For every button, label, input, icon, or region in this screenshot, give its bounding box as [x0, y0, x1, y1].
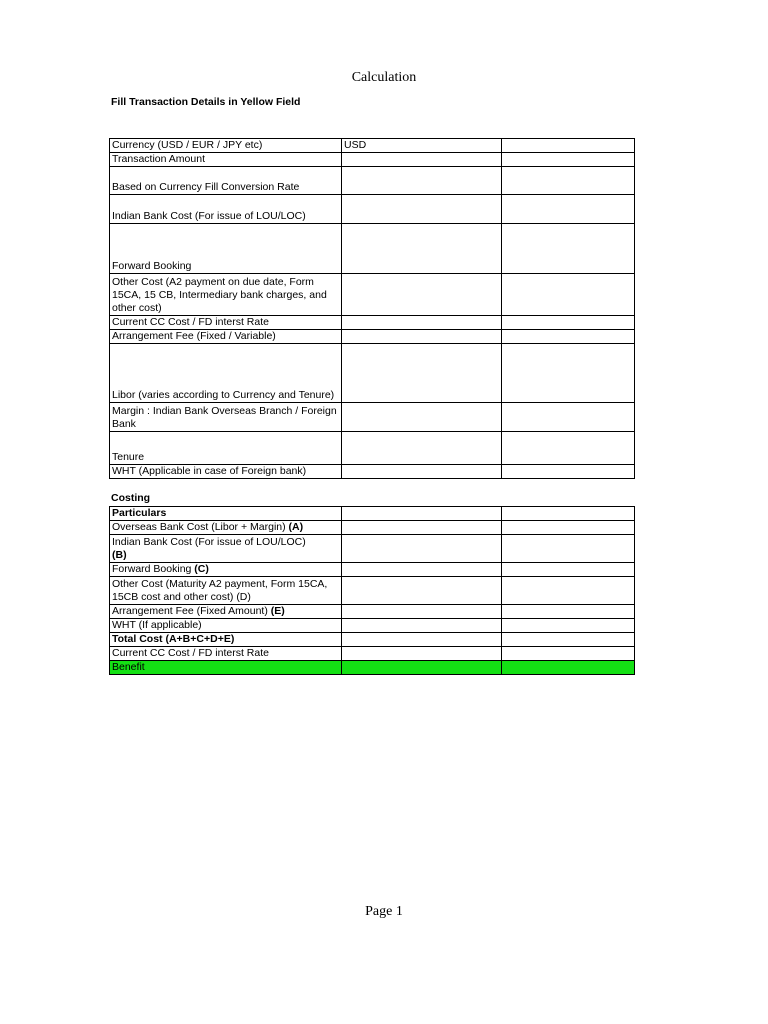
- libor-input[interactable]: [342, 344, 502, 403]
- particulars-header: Particulars: [110, 507, 342, 521]
- row-label-text: Arrangement Fee (Fixed Amount): [112, 605, 268, 617]
- row-label: Other Cost (Maturity A2 payment, Form 15CA, 15CB cost and other cost) (D): [110, 577, 342, 605]
- page-number: Page 1: [365, 904, 403, 919]
- table-row: [110, 153, 635, 167]
- extra-cell: [502, 316, 635, 330]
- table-row: [110, 139, 635, 153]
- costing-table: [109, 506, 635, 675]
- benefit-value-cell: [342, 661, 502, 675]
- total-row: [110, 633, 635, 647]
- value-cell[interactable]: [342, 619, 502, 633]
- row-label: Currency (USD / EUR / JPY etc): [110, 139, 342, 153]
- extra-cell: [502, 274, 635, 316]
- row-label: Based on Currency Fill Conversion Rate: [110, 167, 342, 195]
- indian-bank-cost-input[interactable]: [342, 195, 502, 224]
- value-cell[interactable]: [502, 647, 635, 661]
- table-row: [110, 465, 635, 479]
- table-row: [110, 535, 635, 563]
- row-label: WHT (If applicable): [110, 619, 342, 633]
- other-cost-input[interactable]: [342, 274, 502, 316]
- value-cell[interactable]: [342, 563, 502, 577]
- forward-booking-input[interactable]: [342, 224, 502, 274]
- row-label: Forward Booking: [110, 224, 342, 274]
- currency-input[interactable]: USD: [342, 139, 502, 153]
- row-label: [110, 605, 342, 619]
- table-row: [110, 563, 635, 577]
- row-label-text: Forward Booking: [112, 563, 192, 575]
- value-cell[interactable]: [342, 535, 502, 563]
- row-label: Transaction Amount: [110, 153, 342, 167]
- arrangement-fee-input[interactable]: [342, 330, 502, 344]
- row-label-text: Overseas Bank Cost (Libor + Margin): [112, 521, 286, 533]
- extra-cell: [502, 344, 635, 403]
- margin-input[interactable]: [342, 403, 502, 432]
- value-cell[interactable]: [342, 647, 502, 661]
- table-header-row: [110, 507, 635, 521]
- extra-cell: [502, 403, 635, 432]
- table-row: [110, 316, 635, 330]
- table-row: [110, 330, 635, 344]
- row-label: [110, 563, 342, 577]
- table-row: [110, 605, 635, 619]
- value-cell[interactable]: [502, 563, 635, 577]
- row-label: Libor (varies according to Currency and Tenure): [110, 344, 342, 403]
- row-label: Indian Bank Cost (For issue of LOU/LOC): [110, 195, 342, 224]
- table-row: [110, 577, 635, 605]
- row-label: Margin : Indian Bank Overseas Branch / Foreign Bank: [110, 403, 342, 432]
- conversion-rate-input[interactable]: [342, 167, 502, 195]
- row-label: [110, 521, 342, 535]
- table-row: [110, 344, 635, 403]
- extra-cell: [502, 167, 635, 195]
- header-cell: [502, 507, 635, 521]
- value-cell[interactable]: [502, 619, 635, 633]
- extra-cell: [502, 139, 635, 153]
- extra-cell: [502, 195, 635, 224]
- row-label: Arrangement Fee (Fixed / Variable): [110, 330, 342, 344]
- table-row: [110, 432, 635, 465]
- row-label: Current CC Cost / FD interst Rate: [110, 647, 342, 661]
- value-cell[interactable]: [502, 535, 635, 563]
- tenure-input[interactable]: [342, 432, 502, 465]
- benefit-value-cell: [502, 661, 635, 675]
- row-tag: (C): [194, 563, 209, 575]
- current-cc-cost-input[interactable]: [342, 316, 502, 330]
- value-cell[interactable]: [342, 633, 502, 647]
- extra-cell: [502, 330, 635, 344]
- value-cell[interactable]: [342, 577, 502, 605]
- extra-cell: [502, 465, 635, 479]
- table-row: [110, 224, 635, 274]
- value-cell[interactable]: [502, 633, 635, 647]
- row-label: Other Cost (A2 payment on due date, Form 15CA, 15 CB, Intermediary bank charges, and other cost): [110, 274, 342, 316]
- table-row: [110, 195, 635, 224]
- value-cell[interactable]: [342, 521, 502, 535]
- row-label: Tenure: [110, 432, 342, 465]
- extra-cell: [502, 224, 635, 274]
- value-cell[interactable]: [502, 605, 635, 619]
- total-cost-label: Total Cost (A+B+C+D+E): [110, 633, 342, 647]
- table-row: [110, 647, 635, 661]
- table-row: [110, 619, 635, 633]
- row-tag: (E): [270, 605, 285, 617]
- instruction-heading: Fill Transaction Details in Yellow Field: [111, 96, 301, 108]
- value-cell[interactable]: [342, 605, 502, 619]
- row-label: WHT (Applicable in case of Foreign bank): [110, 465, 342, 479]
- row-label: [110, 535, 342, 563]
- extra-cell: [502, 153, 635, 167]
- costing-heading: Costing: [111, 492, 151, 504]
- value-cell[interactable]: [502, 521, 635, 535]
- header-cell: [342, 507, 502, 521]
- benefit-label: Benefit: [110, 661, 342, 675]
- wht-input[interactable]: [342, 465, 502, 479]
- table-row: [110, 403, 635, 432]
- benefit-row: [110, 661, 635, 675]
- document-title: Calculation: [351, 70, 417, 85]
- row-tag: (B): [112, 549, 127, 561]
- row-label: Current CC Cost / FD interst Rate: [110, 316, 342, 330]
- transaction-amount-input[interactable]: [342, 153, 502, 167]
- table-row: [110, 521, 635, 535]
- transaction-details-table: [109, 138, 635, 479]
- table-row: [110, 274, 635, 316]
- table-row: [110, 167, 635, 195]
- value-cell[interactable]: [502, 577, 635, 605]
- row-label-text: Indian Bank Cost (For issue of LOU/LOC): [112, 536, 306, 548]
- row-tag: (A): [288, 521, 304, 533]
- extra-cell: [502, 432, 635, 465]
